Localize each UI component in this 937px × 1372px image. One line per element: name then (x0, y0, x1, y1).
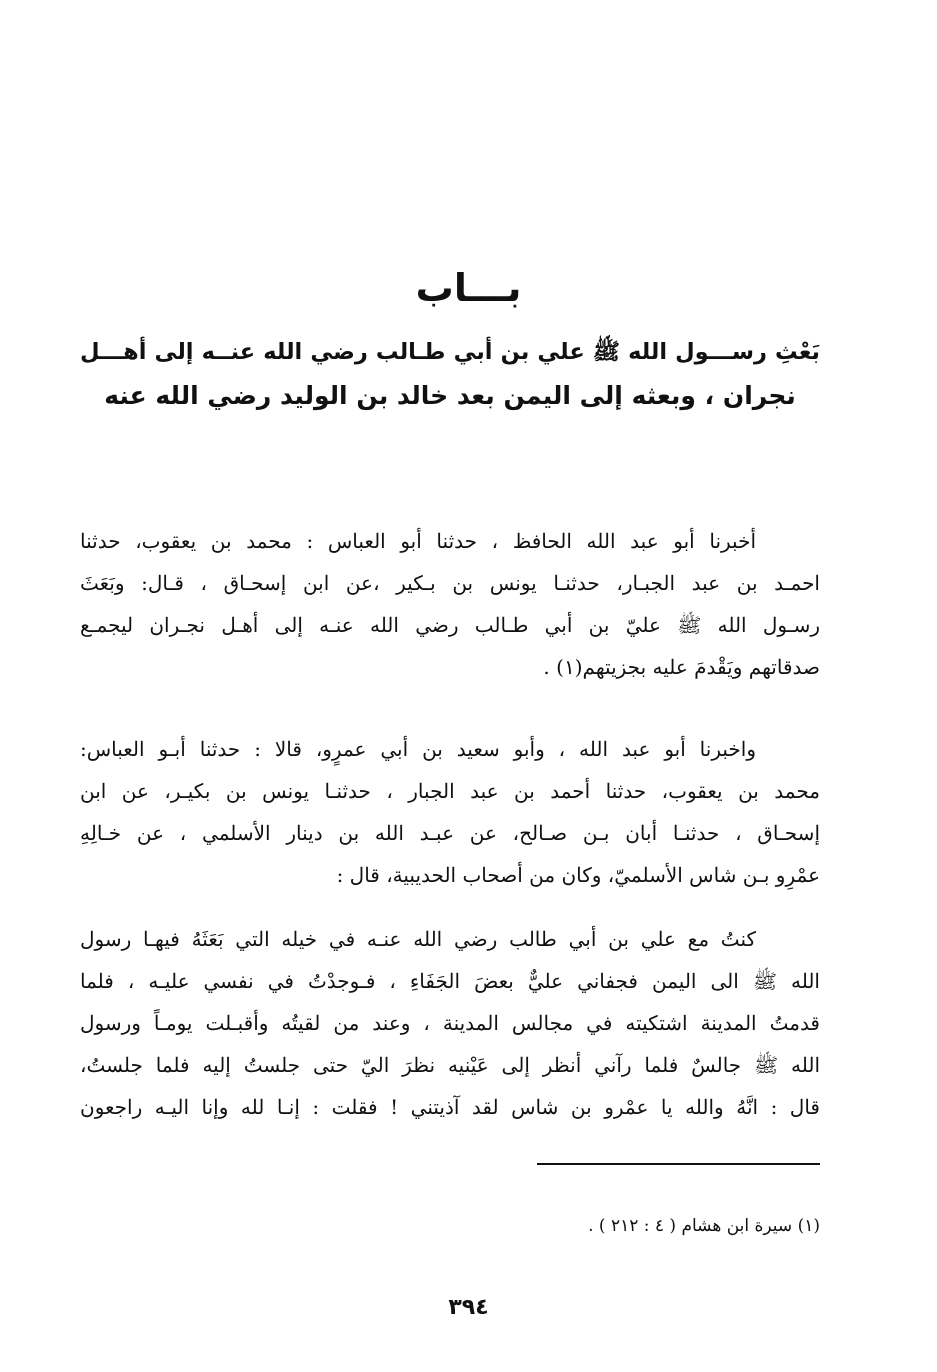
paragraph-line: الله ﷺ جالسٌ فلما رآني أنظر إلى عَيْنيه نظرَ اليّ حتى جلستُ إليه فلما جلستُ، (80, 1053, 820, 1077)
chapter-title-line-2: نجران ، وبعثه إلى اليمن بعد خالد بن الوليد رضي الله عنه (104, 381, 796, 410)
paragraph-2 (80, 728, 820, 896)
paragraph-line: قال : انَّهُ والله يا عمْرو بن شاس لقد آذيتني ! فقلت : إنـا لله وإنا اليـه راجعون (80, 1095, 820, 1119)
page-number: ٣٩٤ (448, 1295, 489, 1320)
chapter-title-line-1: بَعْثِ رســـول الله ﷺ علي بن أبي طـالب رضي الله عنــه إلى أهـــل (80, 339, 820, 365)
paragraph-line: واخبرنا أبو عبد الله ، وأبو سعيد بن أبي عمرٍو، قالا : حدثنا أبـو العباس: (80, 737, 756, 761)
footnote-divider (537, 1163, 820, 1165)
paragraph-line: صدقاتهم ويَقْدمَ عليه بجزيتهم(١) . (543, 655, 820, 679)
paragraph-line: رسـول الله ﷺ عليّ بن أبي طـالب رضي الله عنـه إلى أهـل نجـران ليجمـع (80, 613, 820, 637)
paragraph-line: إسحـاق ، حدثنـا أبان بـن صـالح، عن عبـد الله بن دينار الأسلمي ، عن خـالِهِ (80, 821, 820, 845)
paragraph-line: كنتُ مع علي بن أبي طالب رضي الله عنـه في خيله التي بَعَثَهُ فيهـا رسول (80, 927, 756, 951)
paragraph-line: احمـد بن عبد الجبـار، حدثنـا يونس بن بـكير ،عن ابن إسحـاق ، قـال: وبَعَثَ (80, 571, 820, 595)
paragraph-line: أخبرنا أبو عبد الله الحافظ ، حدثنا أبو العباس : محمد بن يعقوب، حدثنا (80, 529, 757, 553)
paragraph-1 (80, 520, 820, 688)
chapter-label: بـــاب (415, 266, 522, 310)
paragraph-line: قدمتُ المدينة اشتكيته في مجالس المدينة ، وعند من لقيتُه وأقبـلت يومـاً ورسول (80, 1011, 820, 1035)
paragraph-line: محمد بن يعقوب، حدثنا أحمد بن عبد الجبار ، حدثنـا يونس بن بكيـر، عن ابن (80, 779, 820, 803)
paragraph-line: عمْرِو بـن شاس الأسلميّ، وكان من أصحاب الحديبية، قال : (336, 863, 820, 887)
paragraph-line: الله ﷺ الى اليمن فجفاني عليٌّ بعضَ الجَفَاءِ ، فـوجدْتُ في نفسي عليـه ، فلما (80, 969, 820, 993)
paragraph-3 (80, 918, 820, 1128)
footnote: (١) سيرة ابن هشام ( ٤ : ٢١٢ ) . (588, 1216, 820, 1236)
chapter-title (80, 330, 820, 418)
